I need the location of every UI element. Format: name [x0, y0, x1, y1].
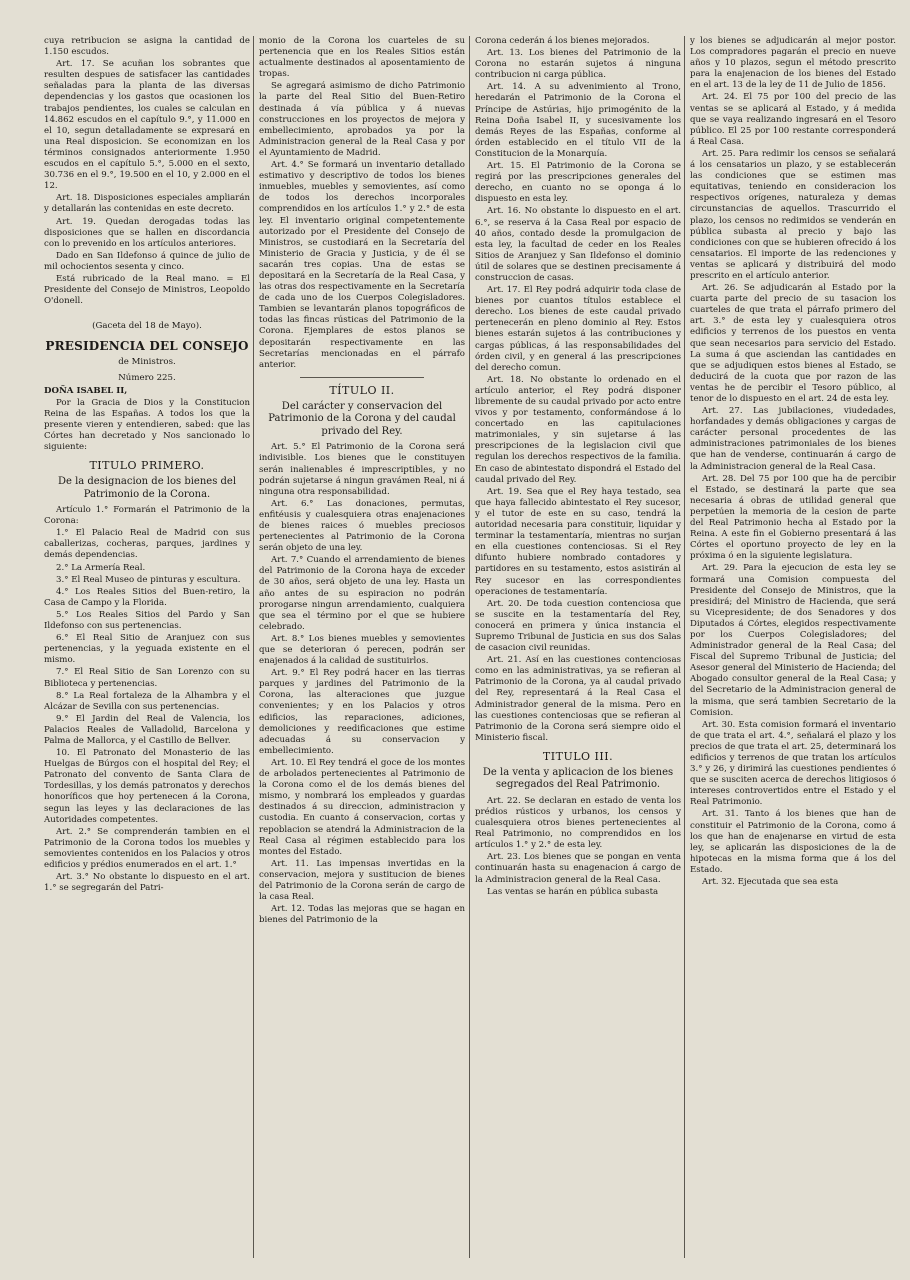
article-paragraph: Art. 27. Las jubilaciones, viudedades, horfandades y demás obligaciones y cargas de carácter personal procedentes de las administraciones patrimoniales de los bienes que han de venderse, continuarán á cargo de la Administracion general de la Real Casa.	[690, 406, 896, 472]
article-paragraph: Art. 19. Sea que el Rey haya testado, sea que haya fallecido abintestato el Rey sucesor, y el tutor de este en su caso, tendrá la autoridad necesaria para constituir, liquidar y terminar la testamentaría, mientras no surjan en ella cuestiones contenciosas. Si el Rey difunto hubiere nombrado contadores y partidores en su testamento, estos asistirán al Rey sucesor en las correspondientes operaciones de testamentaría.	[475, 486, 681, 597]
article-paragraph: Art. 25. Para redimir los censos se señalará á los censatarios un plazo, y se establecerán las condiciones que se estimen mas equitativas, teniendo en consideracion los respectivos orígenes, naturaleza y demas circunstancias de aquellos. Trascurrido el plazo, los censos no redimidos se venderán en pública subasta al precio y bajo las condiciones con que se hubieren ofrecido á los censatarios. El importe de las redenciones y ventas se aplicará y distribuirá del modo prescrito en el artículo anterior.	[690, 148, 896, 281]
article-paragraph: cuya retribucion se asigna la cantidad de 1.150 escudos.	[44, 36, 250, 58]
article-paragraph: Se agregará asimismo de dicho Patrimonio la parte del Real Sitio del Buen-Retiro destinada á vía pública y á nuevas construcciones en los proyectos de mejora y embellecimiento, aprobados ya por la Administracion general de la Real Casa y por el Ayuntamiento de Madrid.	[259, 81, 465, 158]
article-paragraph: Art. 22. Se declaran en estado de venta los prédios rústicos y urbanos, los censos y cualesquiera otros bienes pertenecientes al Real Patrimonio, no comprendidos en los artículos 1.° y 2.° de esta ley.	[475, 795, 681, 851]
article-paragraph: Art. 17. Se acuñan los sobrantes que resulten despues de satisfacer las cantidades señaladas para la planta de las diversas dependencias y los gastos que ocasionen los trabajos pendientes, los cuales se calculan en 14.862 escudos en el capítulo 9.°, y 11.000 en el 10, segun detalladamente se expresará en una Real disposicion. Se economizan en los términos consignados anteriormente 1.950 escudos en el capítulo 5.°, 5.000 en el sexto, 30.736 en el 9.°, 19.500 en el 10, y 2.000 en el 12.	[44, 59, 250, 192]
article-paragraph: (Gaceta del 18 de Mayo).	[92, 321, 202, 332]
article-paragraph: Art. 8.° Los bienes muebles y semovientes que se deterioran ó perecen, podrán ser enajenados á la calidad de sustituirlos.	[259, 633, 465, 667]
article-paragraph: Art. 17. El Rey podrá adquirir toda clase de bienes por cuantos títulos establece el derecho. Los bienes de este caudal privado pertenecerán en pleno dominio al Rey. Estos bienes estarán sujetos á las contribuciones y cargas públicas, á las responsabilidades del órden civil, y en general á las prescripciones del derecho comun.	[475, 285, 681, 373]
article-paragraph: Las ventas se harán en pública subasta	[487, 886, 659, 897]
section-heading: De la venta y aplicacion de los bienes segregados del Real Patrimonio.	[482, 766, 674, 791]
section-divider	[300, 377, 424, 378]
article-paragraph: Art. 7.° Cuando el arrendamiento de bienes del Patrimonio de la Corona haya de exceder de 30 años, será objeto de una ley. Hasta un año antes de su espiracion no podrán prorogarse ningun arrendamiento, cualquiera que sea el término por el que se hubiere celebrado.	[259, 555, 465, 632]
text-column-2	[259, 36, 465, 927]
article-paragraph: Art. 11. Las impensas invertidas en la conservacion, mejora y sustitucion de bienes del Patrimonio de la Corona serán de cargo de la casa Real.	[259, 858, 465, 903]
article-paragraph: Art. 29. Para la ejecucion de esta ley se formará una Comision compuesta del Presidente del Consejo de Ministros, que la presidirá; del Ministro de Hacienda, que será su Vicepresidente; de dos Senadores y dos Diputados á Córtes, elegidos respectivamente por los Cuerpos Colegisladores; del Administrador general de la Real Casa; del Fiscal del Supremo Tribunal de Justicia; del Asesor general del Ministerio de Hacienda; del Abogado consultor general de la Real Casa; y del Secretario de la Administracion general de la misma, que será tambien Secretario de la Comision.	[690, 563, 896, 718]
article-paragraph: 7.° El Real Sitio de San Lorenzo con su Biblioteca y pertenencias.	[44, 667, 250, 689]
article-paragraph: 5.° Los Reales Sitios del Pardo y San Ildefonso con sus pertenencias.	[44, 609, 250, 632]
article-paragraph: de Ministros.	[118, 357, 176, 368]
article-paragraph: 9.° El Jardin del Real de Valencia, los Palacios Reales de Valladolid, Barcelona y Palma de Mallorca, y el Castillo de Bellver.	[44, 713, 250, 746]
article-paragraph: Art. 9.° El Rey podrá hacer en las tierras parques y jardines del Patrimonio de la Corona, las alteraciones que juzgue convenientes; y en los Palacios y otros edificios, las reparaciones, adiciones, demoliciones y reedificaciones que estime adecuadas á su conservacion y embellecimiento.	[259, 668, 465, 756]
section-heading: TÍTULO II.	[329, 383, 395, 397]
article-paragraph: Art. 32. Ejecutada que sea esta	[702, 877, 839, 888]
section-heading: TITULO PRIMERO.	[89, 459, 205, 473]
article-paragraph: Art. 31. Tanto á los bienes que han de constituir el Patrimonio de la Corona, como á los que han de enajenarse en virtud de esta ley, se aplicarán las disposiciones de la de hipotecas en la misma forma que á los del Estado.	[690, 809, 896, 875]
column-divider	[684, 36, 685, 1258]
section-heading: TITULO III.	[542, 749, 614, 763]
article-paragraph: Art. 2.° Se comprenderán tambien en el Patrimonio de la Corona todos los muebles y semovientes contenidos en los Palacios y otros edificios y prédios enumerados en el art. 1.°	[44, 826, 250, 870]
article-paragraph: Por la Gracia de Dios y la Constitucion Reina de las Españas. A todos los que la presente vieren y entendieren, sabed: que las Córtes han decretado y Nos sancionado lo siguiente:	[44, 397, 250, 452]
article-paragraph: 8.° La Real fortaleza de la Alhambra y el Alcázar de Sevilla con sus pertenencias.	[44, 690, 250, 712]
column-divider	[253, 36, 254, 1258]
article-paragraph: Art. 21. Así en las cuestiones contenciosas como en las administrativas, ya se refieran al Patrimonio de la Corona, ya al caudal privado del Rey, representará á la Real Casa el Administrador general de la misma. Pero en las cuestiones contenciosas que se refieran al Patrimonio de la Corona será siempre oido el Ministerio fiscal.	[475, 655, 681, 743]
article-paragraph: Art. 23. Los bienes que se pongan en venta continuarán hasta su enagenacion á cargo de la Administracion general de la Real Casa.	[475, 852, 681, 885]
article-paragraph: Corona cederán á los bienes mejorados.	[475, 36, 650, 46]
article-paragraph: monio de la Corona los cuarteles de su pertenencia que en los Reales Sitios están actualmente destinados al aposentamiento de tropas.	[259, 36, 465, 80]
text-column-4	[690, 36, 896, 889]
article-paragraph: Art. 13. Los bienes del Patrimonio de la Corona no estarán sujetos á ninguna contribucion ni carga pública.	[475, 48, 681, 81]
article-paragraph: Art. 16. No obstante lo dispuesto en el art. 6.°, se reserva á la Casa Real por espacio de 40 años, contado desde la promulgacion de esta ley, la facultad de ceder en los Reales Sitios de Aranjuez y San Ildefonso el dominio útil de solares que se destinen precisamente á construccion de casas.	[475, 206, 681, 283]
article-paragraph: 1.° El Palacio Real de Madrid con sus caballerizas, cocheras, parques, jardines y demás dependencias.	[44, 528, 250, 561]
article-paragraph: Art. 24. El 75 por 100 del precio de las ventas se se aplicará al Estado, y á medida que se vaya realizando ingresará en el Tesoro público. El 25 por 100 restante corresponderá á Real Casa.	[690, 92, 896, 147]
article-paragraph: Art. 18. Disposiciones especiales ampliarán y detallarán las contenidas en este decreto.	[44, 193, 250, 215]
article-paragraph: Art. 6.° Las donaciones, permutas, enfitéusis y cualesquiera otras enajenaciones de bienes raices ó muebles preciosos pertenecientes al Patrimonio de la Corona serán objeto de una ley.	[259, 498, 465, 554]
article-paragraph: 4.° Los Reales Sitios del Buen-retiro, la Casa de Campo y la Florida.	[44, 586, 250, 608]
article-paragraph: Art. 18. No obstante lo ordenado en el artículo anterior, el Rey podrá disponer libremente de su caudal privado por acto entre vivos y por testamento, conformándose á lo concertado en las capitulaciones matrimoniales, y sin sujetarse á las prescripciones de la legislacion civil que regulan los derechos respectivos de la familia. En caso de abintestato dispondrá el Estado del caudal privado del Rey.	[475, 374, 681, 485]
article-paragraph: Art. 20. De toda cuestion contenciosa que se suscite en la testamentaría del Rey, conocerá en primera y única instancia el Supremo Tribunal de Justicia en sus dos Salas de casacion civil reunidas.	[475, 598, 681, 654]
article-paragraph: Art. 19. Quedan derogadas todas las disposiciones que se hallen en discordancia con lo prevenido en los artículos anteriores.	[44, 216, 250, 249]
article-paragraph: 3.° El Real Museo de pinturas y escultura.	[56, 574, 241, 585]
column-divider	[469, 36, 470, 1258]
section-heading: Del carácter y conservacion del Patrimonio de la Corona y del caudal privado del Rey.	[268, 400, 456, 437]
text-column-1	[44, 36, 250, 895]
article-paragraph: Art. 5.° El Patrimonio de la Corona será indivisible. Los bienes que le constituyen serán inalienables é imprescriptibles, y no podrán sujetarse á ningun gravámen Real, ni á ninguna otra responsabilidad.	[259, 442, 465, 497]
article-paragraph: Art. 3.° No obstante lo dispuesto en el art. 1.° se segregarán del Patri-	[44, 872, 250, 894]
article-paragraph: DOÑA ISABEL II,	[44, 385, 128, 396]
section-heading: De la designacion de los bienes del Patrimonio de la Corona.	[57, 476, 237, 500]
article-paragraph: Dado en San Ildefonso á quince de julio de mil ochocientos sesenta y cinco.	[44, 250, 250, 272]
article-paragraph: Art. 14. A su advenimiento al Trono, heredarán el Patrimonio de la Corona el Príncipe de Astúrias, hijo primogénito de la Reina Doña Isabel II, y sucesivamente los demás Reyes de las Españas, conforme al órden establecido en el título VII de la Constitucion de la Monarquía.	[475, 82, 681, 159]
article-paragraph: Art. 15. El Patrimonio de la Corona se regirá por las prescripciones generales del derecho, en cuanto no se oponga á lo dispuesto en esta ley.	[475, 161, 681, 205]
article-paragraph: 2.° La Armería Real.	[56, 562, 146, 573]
article-paragraph: Artículo 1.° Formarán el Patrimonio de la Corona:	[44, 505, 250, 527]
article-paragraph: Art. 4.° Se formará un inventario detallado estimativo y descriptivo de todos los bienes inmuebles, muebles y semovientes, así como de todos los derechos incorporales comprendidos en los artículos 1.° y 2.° de esta ley. El inventario original competentemente autorizado por el Presidente del Consejo de Ministros, se custodiará en la Secretaría del Ministerio de Gracia y Justicia, y de él se sacarán tres copias. Una de estas se depositará en la Secretaría de la Real Casa, y las otras dos respectivamente en la Secretaría de cada uno de los Cuerpos Colegisladores. Tambien se levantarán planos topográficos de todas las fincas rústicas del Patrimonio de la Corona. Ejemplares de estos planos se depositarán respectivamente en las Secretarías mencionadas en el párrafo anterior.	[259, 160, 465, 370]
article-paragraph: 6.° El Real Sitio de Aranjuez con sus pertenencias, y la yeguada existente en el mismo.	[44, 633, 250, 666]
article-paragraph: Art. 30. Esta comision formará el inventario de que trata el art. 4.°, señalará el plazo y los precios de que trata el art. 25, determinará los edificios y terrenos de que tratan los artículos 3.° y 26, y dirimirá las cuestiones pendientes ó que se susciten acerca de derechos litigiosos ó intereses controvertidos entre el Estado y el Real Patrimonio.	[690, 719, 896, 808]
article-paragraph: 10. El Patronato del Monasterio de las Huelgas de Búrgos con el hospital del Rey; el Patronato del convento de Santa Clara de Tordesillas, y los demás patronatos y derechos honoríficos que hoy pertenecen á la Corona, segun las leyes y las declaraciones de las Autoridades competentes.	[44, 748, 250, 825]
article-paragraph: Número 225.	[118, 373, 176, 384]
article-paragraph: Art. 10. El Rey tendrá el goce de los montes de arbolados pertenecientes al Patrimonio de la Corona como el de los demás bienes del mismo, y nombrará los empleados y guardas destinados á su direccion, administracion y custodia. En cuanto á conservacion, cortas y repoblacion se atendrá la Administracion de la Real Casa al régimen establecido para los montes del Estado.	[259, 757, 465, 857]
section-heading: PRESIDENCIA DEL CONSEJO	[45, 339, 249, 354]
article-paragraph: Art. 26. Se adjudicarán al Estado por la cuarta parte del precio de su tasacion los cuarteles de que trata el párrafo primero del art. 3.° de esta ley y cualesquiera otros edificios y terrenos de los puestos en venta que sean necesarios para servicio del Estado. La suma á que asciendan las cantidades en que se adjudiquen estos bienes al Estado, se deducirá de la cuota que por razon de las ventas he de percibir el Tesoro público, al tenor de lo dispuesto en el art. 24 de esta ley.	[690, 283, 896, 404]
article-paragraph: Art. 12. Todas las mejoras que se hagan en bienes del Patrimonio de la	[259, 904, 465, 926]
article-paragraph: Está rubricado de la Real mano. = El Presidente del Consejo de Ministros, Leopoldo O'donell.	[44, 273, 250, 307]
article-paragraph: y los bienes se adjudicarán al mejor postor. Los compradores pagarán el precio en nueve años y 10 plazos, segun el método prescrito para la enajenacion de los bienes del Estado en el art. 13 de la ley de 11 de Julio de 1856.	[690, 36, 896, 91]
text-column-3	[475, 36, 681, 899]
article-paragraph: Art. 28. Del 75 por 100 que ha de percibir el Estado, se destinará la parte que sea necesaria á obras de utilidad general que perpetúen la memoria de la cesion de parte del Real Patrimonio hecha al Estado por la Reina. A este fin el Gobierno presentará á las Córtes el oportuno proyecto de ley en la próxima ó en la siguiente legislatura.	[690, 473, 896, 562]
